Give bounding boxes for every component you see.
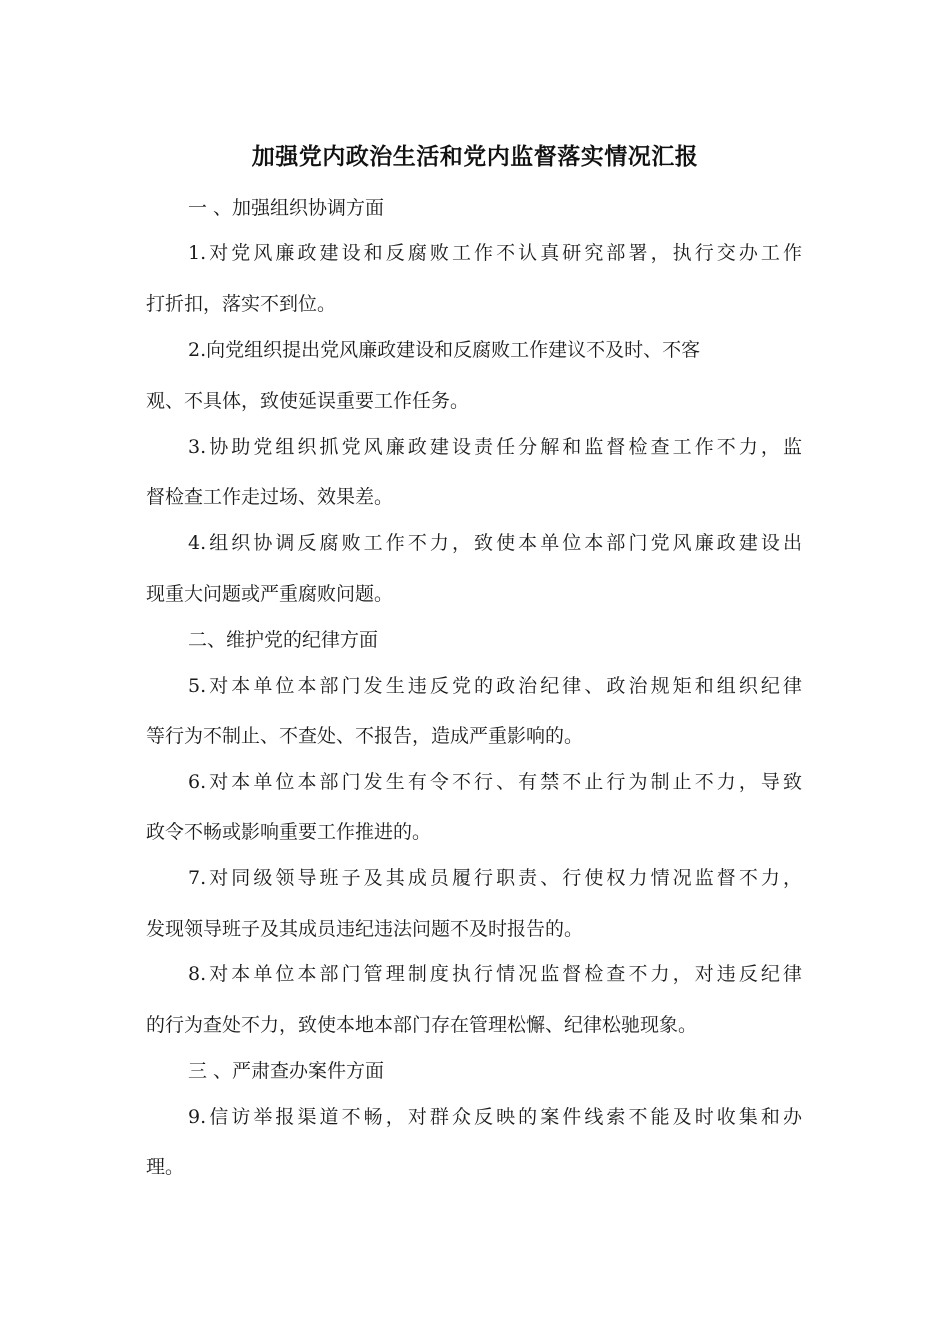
document-title: 加强党内政治生活和党内监督落实情况汇报 [251, 144, 699, 170]
section-heading-1: 一 、加强组织协调方面 [188, 197, 385, 219]
paragraph-line: 2.向党组织提出党风廉政建设和反腐败工作建议不及时、不客 [188, 339, 701, 361]
paragraph-line: 打折扣，落实不到位。 [146, 293, 337, 315]
paragraph-line: 发现领导班子及其成员违纪违法问题不及时报告的。 [146, 918, 584, 940]
paragraph-line: 3.协助党组织抓党风廉政建设责任分解和监督检查工作不力，监 [188, 436, 802, 458]
paragraph-line: 4.组织协调反腐败工作不力，致使本单位本部门党风廉政建设出 [188, 532, 802, 554]
paragraph-line: 等行为不制止、不查处、不报告，造成严重影响的。 [146, 725, 584, 747]
section-heading-2: 二、维护党的纪律方面 [188, 629, 379, 651]
paragraph-line: 6.对本单位本部门发生有令不行、有禁不止行为制止不力，导致 [188, 771, 802, 793]
paragraph-line: 理。 [146, 1156, 185, 1178]
paragraph-line: 5.对本单位本部门发生违反党的政治纪律、政治规矩和组织纪律 [188, 675, 802, 697]
paragraph-line: 督检查工作走过场、效果差。 [146, 486, 394, 508]
paragraph-line: 现重大问题或严重腐败问题。 [146, 583, 394, 605]
paragraph-line: 政令不畅或影响重要工作推进的。 [146, 821, 432, 843]
paragraph-line: 1.对党风廉政建设和反腐败工作不认真研究部署，执行交办工作 [188, 242, 802, 264]
paragraph-line: 的行为查处不力，致使本地本部门存在管理松懈、纪律松驰现象。 [146, 1014, 698, 1036]
section-heading-3: 三 、严肃查办案件方面 [188, 1060, 385, 1082]
paragraph-line: 7.对同级领导班子及其成员履行职责、行使权力情况监督不力， [188, 867, 802, 889]
paragraph-line: 9.信访举报渠道不畅，对群众反映的案件线索不能及时收集和办 [188, 1106, 802, 1128]
paragraph-line: 观、不具体，致使延误重要工作任务。 [146, 390, 470, 412]
paragraph-line: 8.对本单位本部门管理制度执行情况监督检查不力，对违反纪律 [188, 963, 802, 985]
